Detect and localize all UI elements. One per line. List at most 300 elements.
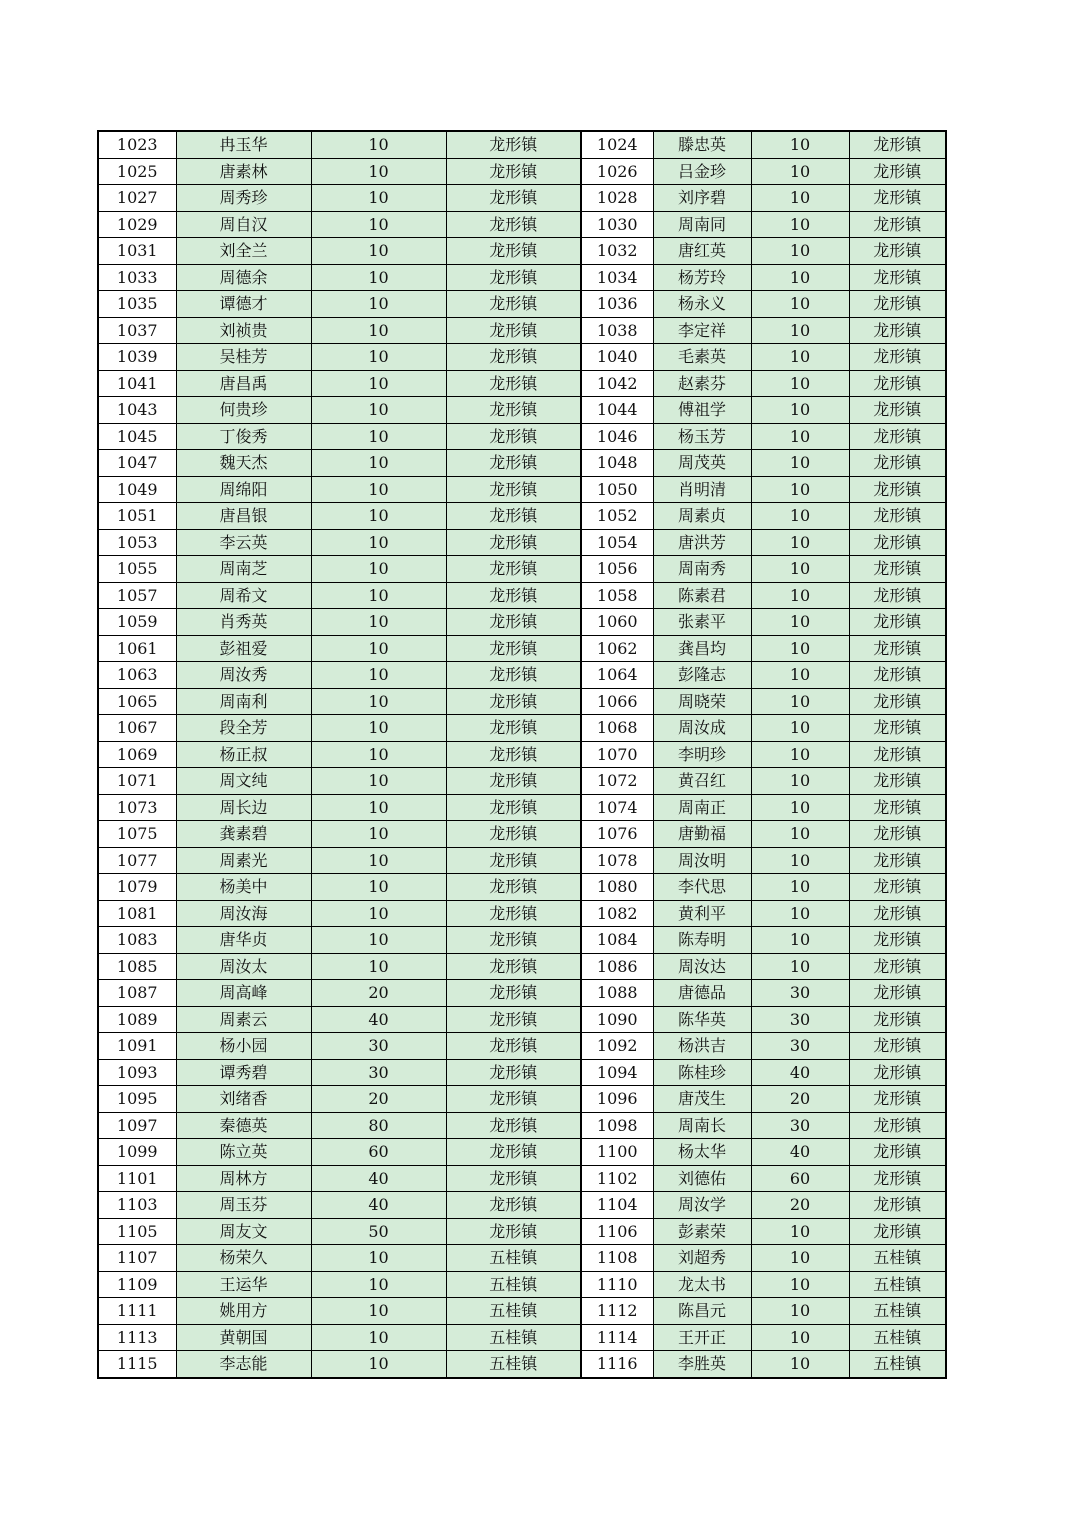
amount-cell: 40 [751,1059,849,1086]
town-cell: 龙形镇 [446,980,581,1007]
id-cell: 1096 [581,1086,653,1113]
name-cell: 肖明清 [653,476,751,503]
town-cell: 龙形镇 [849,1033,946,1060]
name-cell: 李定祥 [653,317,751,344]
id-cell: 1023 [98,131,176,158]
town-cell: 龙形镇 [446,847,581,874]
name-cell: 赵素芬 [653,370,751,397]
name-cell: 李明珍 [653,741,751,768]
table-row [98,874,946,901]
id-cell: 1107 [98,1245,176,1272]
table-row [98,741,946,768]
town-cell: 龙形镇 [849,476,946,503]
table-row [98,821,946,848]
town-cell: 龙形镇 [849,1165,946,1192]
amount-cell: 10 [751,874,849,901]
town-cell: 龙形镇 [446,609,581,636]
table-row [98,344,946,371]
amount-cell: 10 [751,847,849,874]
id-cell: 1094 [581,1059,653,1086]
town-cell: 龙形镇 [446,423,581,450]
name-cell: 姚用方 [176,1298,311,1325]
id-cell: 1108 [581,1245,653,1272]
table-row [98,715,946,742]
name-cell: 周汝海 [176,900,311,927]
name-cell: 杨芳玲 [653,264,751,291]
id-cell: 1092 [581,1033,653,1060]
table-row [98,1218,946,1245]
id-cell: 1085 [98,953,176,980]
id-cell: 1048 [581,450,653,477]
name-cell: 周友文 [176,1218,311,1245]
name-cell: 周德余 [176,264,311,291]
amount-cell: 10 [311,794,446,821]
name-cell: 杨永义 [653,291,751,318]
name-cell: 彭素荣 [653,1218,751,1245]
id-cell: 1039 [98,344,176,371]
id-cell: 1032 [581,238,653,265]
id-cell: 1028 [581,185,653,212]
id-cell: 1062 [581,635,653,662]
id-cell: 1111 [98,1298,176,1325]
id-cell: 1047 [98,450,176,477]
id-cell: 1061 [98,635,176,662]
amount-cell: 30 [311,1059,446,1086]
town-cell: 五桂镇 [446,1298,581,1325]
name-cell: 陈素君 [653,582,751,609]
amount-cell: 10 [751,821,849,848]
amount-cell: 10 [311,1271,446,1298]
amount-cell: 10 [311,609,446,636]
town-cell: 龙形镇 [849,317,946,344]
name-cell: 周南同 [653,211,751,238]
amount-cell: 10 [751,662,849,689]
id-cell: 1098 [581,1112,653,1139]
name-cell: 龚素碧 [176,821,311,848]
town-cell: 龙形镇 [849,503,946,530]
table-row [98,291,946,318]
amount-cell: 10 [311,847,446,874]
town-cell: 龙形镇 [446,688,581,715]
amount-cell: 60 [311,1139,446,1166]
name-cell: 滕忠英 [653,131,751,158]
amount-cell: 10 [751,1324,849,1351]
town-cell: 龙形镇 [446,741,581,768]
id-cell: 1115 [98,1351,176,1378]
table-row [98,185,946,212]
town-cell: 龙形镇 [446,238,581,265]
name-cell: 李志能 [176,1351,311,1378]
town-cell: 龙形镇 [446,821,581,848]
name-cell: 龙太书 [653,1271,751,1298]
name-cell: 周茂英 [653,450,751,477]
id-cell: 1024 [581,131,653,158]
table-row [98,264,946,291]
amount-cell: 10 [751,397,849,424]
name-cell: 周南芝 [176,556,311,583]
town-cell: 龙形镇 [849,423,946,450]
amount-cell: 30 [751,980,849,1007]
amount-cell: 40 [311,1006,446,1033]
table-row [98,980,946,1007]
id-cell: 1060 [581,609,653,636]
town-cell: 龙形镇 [849,556,946,583]
name-cell: 周晓荣 [653,688,751,715]
table-row [98,450,946,477]
amount-cell: 40 [751,1139,849,1166]
name-cell: 周绵阳 [176,476,311,503]
id-cell: 1066 [581,688,653,715]
table-row [98,662,946,689]
id-cell: 1076 [581,821,653,848]
table-row [98,370,946,397]
id-cell: 1029 [98,211,176,238]
table-row [98,1351,946,1378]
name-cell: 吕金珍 [653,158,751,185]
table-row [98,1165,946,1192]
payment-table [97,130,947,1379]
table-row [98,1112,946,1139]
town-cell: 龙形镇 [446,794,581,821]
amount-cell: 10 [311,450,446,477]
town-cell: 龙形镇 [849,1059,946,1086]
town-cell: 龙形镇 [446,715,581,742]
town-cell: 龙形镇 [446,662,581,689]
name-cell: 段全芳 [176,715,311,742]
amount-cell: 20 [311,1086,446,1113]
amount-cell: 10 [751,317,849,344]
town-cell: 龙形镇 [446,344,581,371]
name-cell: 唐素林 [176,158,311,185]
town-cell: 龙形镇 [446,317,581,344]
name-cell: 刘德佑 [653,1165,751,1192]
table-row [98,1192,946,1219]
amount-cell: 10 [751,1271,849,1298]
amount-cell: 10 [311,423,446,450]
town-cell: 龙形镇 [849,847,946,874]
town-cell: 龙形镇 [446,953,581,980]
town-cell: 龙形镇 [446,1218,581,1245]
town-cell: 龙形镇 [446,1192,581,1219]
amount-cell: 10 [311,317,446,344]
town-cell: 龙形镇 [849,1006,946,1033]
name-cell: 周长边 [176,794,311,821]
amount-cell: 30 [751,1033,849,1060]
town-cell: 龙形镇 [849,370,946,397]
name-cell: 黄召红 [653,768,751,795]
name-cell: 唐昌银 [176,503,311,530]
name-cell: 刘序碧 [653,185,751,212]
town-cell: 龙形镇 [446,370,581,397]
id-cell: 1083 [98,927,176,954]
name-cell: 周汝太 [176,953,311,980]
amount-cell: 40 [311,1192,446,1219]
id-cell: 1033 [98,264,176,291]
id-cell: 1044 [581,397,653,424]
id-cell: 1049 [98,476,176,503]
table-row [98,794,946,821]
name-cell: 唐茂生 [653,1086,751,1113]
town-cell: 龙形镇 [849,397,946,424]
town-cell: 龙形镇 [849,1086,946,1113]
table-row [98,211,946,238]
name-cell: 刘超秀 [653,1245,751,1272]
id-cell: 1106 [581,1218,653,1245]
name-cell: 周文纯 [176,768,311,795]
town-cell: 龙形镇 [446,1059,581,1086]
table-row [98,1271,946,1298]
amount-cell: 10 [751,1245,849,1272]
id-cell: 1103 [98,1192,176,1219]
town-cell: 龙形镇 [446,450,581,477]
id-cell: 1087 [98,980,176,1007]
name-cell: 黄朝国 [176,1324,311,1351]
name-cell: 周自汉 [176,211,311,238]
town-cell: 龙形镇 [446,1165,581,1192]
id-cell: 1090 [581,1006,653,1033]
id-cell: 1112 [581,1298,653,1325]
table-body [98,131,946,1378]
id-cell: 1114 [581,1324,653,1351]
town-cell: 五桂镇 [446,1351,581,1378]
id-cell: 1070 [581,741,653,768]
table-row [98,1298,946,1325]
town-cell: 龙形镇 [849,635,946,662]
id-cell: 1043 [98,397,176,424]
town-cell: 龙形镇 [849,185,946,212]
name-cell: 杨玉芳 [653,423,751,450]
id-cell: 1063 [98,662,176,689]
id-cell: 1054 [581,529,653,556]
name-cell: 杨正叔 [176,741,311,768]
amount-cell: 10 [751,264,849,291]
table-row [98,609,946,636]
town-cell: 龙形镇 [446,264,581,291]
name-cell: 唐德品 [653,980,751,1007]
id-cell: 1053 [98,529,176,556]
name-cell: 刘绪香 [176,1086,311,1113]
id-cell: 1051 [98,503,176,530]
town-cell: 龙形镇 [446,476,581,503]
town-cell: 龙形镇 [446,874,581,901]
table-row [98,1033,946,1060]
amount-cell: 10 [311,582,446,609]
town-cell: 龙形镇 [849,1139,946,1166]
id-cell: 1068 [581,715,653,742]
town-cell: 龙形镇 [849,715,946,742]
amount-cell: 30 [751,1112,849,1139]
town-cell: 龙形镇 [849,874,946,901]
town-cell: 龙形镇 [849,794,946,821]
amount-cell: 10 [311,238,446,265]
amount-cell: 10 [751,900,849,927]
amount-cell: 10 [751,741,849,768]
name-cell: 刘全兰 [176,238,311,265]
amount-cell: 10 [751,291,849,318]
table-row [98,131,946,158]
amount-cell: 10 [311,1298,446,1325]
id-cell: 1050 [581,476,653,503]
town-cell: 龙形镇 [849,450,946,477]
table-row [98,423,946,450]
id-cell: 1078 [581,847,653,874]
town-cell: 龙形镇 [446,1112,581,1139]
table-row [98,529,946,556]
amount-cell: 50 [311,1218,446,1245]
table-row [98,900,946,927]
name-cell: 周玉芬 [176,1192,311,1219]
town-cell: 龙形镇 [446,900,581,927]
name-cell: 周汝学 [653,1192,751,1219]
amount-cell: 10 [751,927,849,954]
amount-cell: 10 [311,900,446,927]
amount-cell: 10 [751,794,849,821]
town-cell: 龙形镇 [446,635,581,662]
id-cell: 1080 [581,874,653,901]
amount-cell: 10 [311,370,446,397]
name-cell: 何贵珍 [176,397,311,424]
id-cell: 1052 [581,503,653,530]
amount-cell: 10 [311,476,446,503]
amount-cell: 10 [751,211,849,238]
town-cell: 龙形镇 [446,1033,581,1060]
amount-cell: 10 [311,1324,446,1351]
amount-cell: 10 [751,423,849,450]
name-cell: 周林方 [176,1165,311,1192]
id-cell: 1027 [98,185,176,212]
name-cell: 杨太华 [653,1139,751,1166]
id-cell: 1099 [98,1139,176,1166]
name-cell: 龚昌均 [653,635,751,662]
town-cell: 龙形镇 [446,503,581,530]
id-cell: 1065 [98,688,176,715]
town-cell: 龙形镇 [446,291,581,318]
table-row [98,768,946,795]
name-cell: 毛素英 [653,344,751,371]
id-cell: 1030 [581,211,653,238]
town-cell: 龙形镇 [446,397,581,424]
id-cell: 1075 [98,821,176,848]
town-cell: 龙形镇 [849,741,946,768]
name-cell: 陈立英 [176,1139,311,1166]
name-cell: 周汝成 [653,715,751,742]
table-row [98,1006,946,1033]
town-cell: 龙形镇 [849,291,946,318]
name-cell: 张素平 [653,609,751,636]
amount-cell: 10 [311,529,446,556]
amount-cell: 10 [751,609,849,636]
id-cell: 1091 [98,1033,176,1060]
name-cell: 秦德英 [176,1112,311,1139]
name-cell: 刘祯贵 [176,317,311,344]
amount-cell: 10 [311,556,446,583]
name-cell: 杨小园 [176,1033,311,1060]
amount-cell: 20 [751,1086,849,1113]
town-cell: 龙形镇 [446,185,581,212]
name-cell: 陈华英 [653,1006,751,1033]
amount-cell: 10 [751,768,849,795]
town-cell: 五桂镇 [849,1298,946,1325]
name-cell: 杨洪吉 [653,1033,751,1060]
id-cell: 1046 [581,423,653,450]
id-cell: 1082 [581,900,653,927]
amount-cell: 10 [311,874,446,901]
id-cell: 1042 [581,370,653,397]
name-cell: 李代思 [653,874,751,901]
name-cell: 周高峰 [176,980,311,1007]
name-cell: 周汝达 [653,953,751,980]
table-row [98,1139,946,1166]
town-cell: 龙形镇 [446,1006,581,1033]
name-cell: 周南正 [653,794,751,821]
id-cell: 1025 [98,158,176,185]
id-cell: 1079 [98,874,176,901]
amount-cell: 10 [311,927,446,954]
town-cell: 五桂镇 [849,1324,946,1351]
id-cell: 1095 [98,1086,176,1113]
table-row [98,1245,946,1272]
name-cell: 周希文 [176,582,311,609]
amount-cell: 10 [311,185,446,212]
town-cell: 龙形镇 [849,238,946,265]
id-cell: 1045 [98,423,176,450]
id-cell: 1089 [98,1006,176,1033]
id-cell: 1072 [581,768,653,795]
amount-cell: 40 [311,1165,446,1192]
name-cell: 周秀珍 [176,185,311,212]
amount-cell: 10 [751,1351,849,1378]
id-cell: 1101 [98,1165,176,1192]
id-cell: 1074 [581,794,653,821]
town-cell: 龙形镇 [849,1218,946,1245]
amount-cell: 10 [311,397,446,424]
town-cell: 五桂镇 [849,1245,946,1272]
name-cell: 唐红英 [653,238,751,265]
town-cell: 五桂镇 [849,1351,946,1378]
id-cell: 1093 [98,1059,176,1086]
amount-cell: 10 [311,1351,446,1378]
amount-cell: 10 [751,185,849,212]
id-cell: 1058 [581,582,653,609]
name-cell: 肖秀英 [176,609,311,636]
name-cell: 彭隆志 [653,662,751,689]
amount-cell: 10 [751,635,849,662]
name-cell: 唐勤福 [653,821,751,848]
name-cell: 王开正 [653,1324,751,1351]
id-cell: 1105 [98,1218,176,1245]
town-cell: 龙形镇 [849,529,946,556]
id-cell: 1109 [98,1271,176,1298]
name-cell: 周南利 [176,688,311,715]
id-cell: 1041 [98,370,176,397]
amount-cell: 20 [751,1192,849,1219]
amount-cell: 10 [311,503,446,530]
name-cell: 陈昌元 [653,1298,751,1325]
town-cell: 龙形镇 [849,768,946,795]
amount-cell: 10 [751,1218,849,1245]
town-cell: 龙形镇 [849,953,946,980]
town-cell: 龙形镇 [849,264,946,291]
amount-cell: 10 [751,450,849,477]
id-cell: 1102 [581,1165,653,1192]
town-cell: 龙形镇 [849,1192,946,1219]
amount-cell: 10 [311,953,446,980]
id-cell: 1038 [581,317,653,344]
town-cell: 五桂镇 [849,1271,946,1298]
amount-cell: 30 [751,1006,849,1033]
amount-cell: 10 [751,688,849,715]
name-cell: 周素贞 [653,503,751,530]
